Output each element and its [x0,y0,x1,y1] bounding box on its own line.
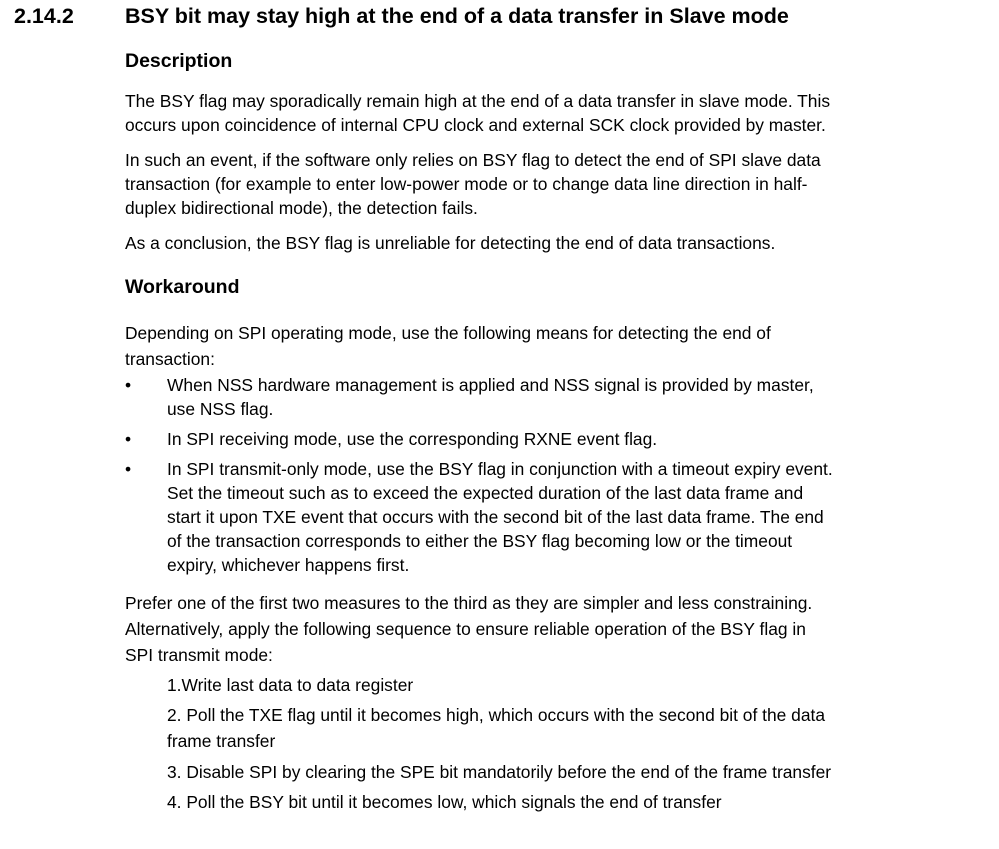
description-heading: Description [125,50,233,72]
text-line: In SPI transmit-only mode, use the BSY flag in conjunction with a timeout expiry event. [167,459,833,479]
text-line: start it upon TXE event that occurs with the second bit of the last data frame. The end [167,507,824,527]
text-line: When NSS hardware management is applied and NSS signal is provided by master, [167,375,814,395]
bullet-text [167,373,814,421]
step-item-4 [167,789,722,815]
section-number: 2.14.2 [14,4,74,28]
text-line: 4. Poll the BSY bit until it becomes low, which signals the end of transfer [167,792,722,812]
text-line: expiry, whichever happens first. [167,555,410,575]
text-line: duplex bidirectional mode), the detection fails. [125,198,478,218]
text-line: In such an event, if the software only relies on BSY flag to detect the end of SPI slave data [125,150,821,170]
bullet-icon: • [125,375,132,395]
description-paragraph-3 [125,231,775,255]
step-item-2 [167,702,825,754]
text-line: 3. Disable SPI by clearing the SPE bit mandatorily before the end of the frame transfer [167,762,832,782]
section-title: BSY bit may stay high at the end of a data transfer in Slave mode [125,4,789,28]
text-line: of the transaction corresponds to either the BSY flag becoming low or the timeout [167,531,793,551]
text-line: occurs upon coincidence of internal CPU clock and external SCK clock provided by master. [125,115,826,135]
bullet-text [167,427,657,451]
description-paragraph-1 [125,89,830,137]
text-line: SPI transmit mode: [125,645,273,665]
text-line: Alternatively, apply the following sequence to ensure reliable operation of the BSY flag in [125,619,806,639]
text-line: Prefer one of the first two measures to the third as they are simpler and less constraining. [125,593,813,613]
step-item-3 [167,759,831,785]
text-line: As a conclusion, the BSY flag is unreliable for detecting the end of data transactions. [125,233,776,253]
bullet-icon: • [125,429,132,449]
step-item-1 [167,672,413,698]
text-line: Depending on SPI operating mode, use the following means for detecting the end of [125,323,771,343]
description-paragraph-2 [125,148,821,220]
bullet-text [167,457,833,577]
text-line: frame transfer [167,731,276,751]
bullet-icon: • [125,459,132,479]
text-line: transaction (for example to enter low-power mode or to change data line direction in half- [125,174,808,194]
text-line: Set the timeout such as to exceed the expected duration of the last data frame and [167,483,804,503]
text-line: transaction: [125,349,215,369]
workaround-heading: Workaround [125,276,240,298]
text-line: 1.Write last data to data register [167,675,414,695]
workaround-conclusion [125,590,812,668]
text-line: use NSS flag. [167,399,274,419]
text-line: In SPI receiving mode, use the corresponding RXNE event flag. [167,429,658,449]
text-line: The BSY flag may sporadically remain high at the end of a data transfer in slave mode. This [125,91,831,111]
text-line: 2. Poll the TXE flag until it becomes high, which occurs with the second bit of the data [167,705,825,725]
workaround-intro [125,320,771,372]
